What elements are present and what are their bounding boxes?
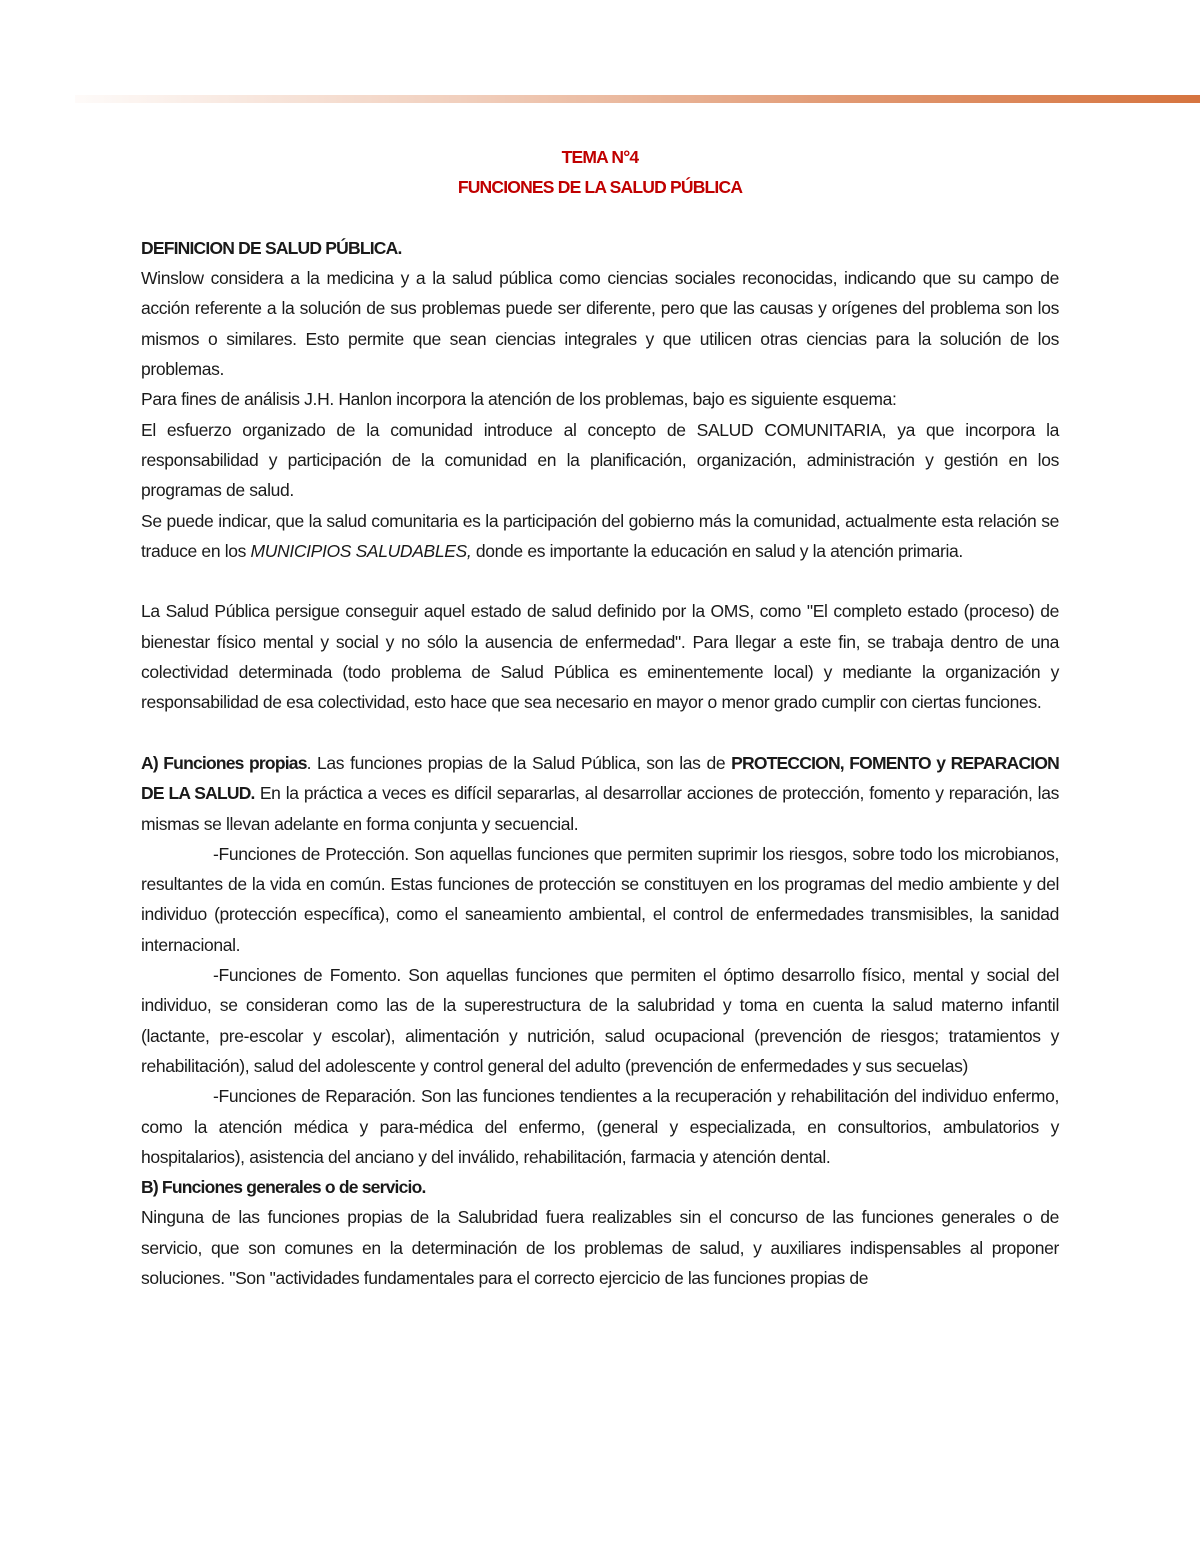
paragraph-funciones-proteccion: -Funciones de Protección. Son aquellas funciones que permiten suprimir los riesgos, sobre todo los microbianos, resultantes de la vida en común. Estas funciones de protección se constituyen en los programas del medio ambiente y del individuo (protección específica), como el saneamiento ambiental, el control de enfermedades transmisibles, la sanidad internacional. <box>141 843 1059 955</box>
funciones-propias-bold-terms: PROTECCION, FOMENTO y REPARACION DE LA SALUD. <box>141 752 1059 804</box>
page-title: FUNCIONES DE LA SALUD PÚBLICA <box>457 177 743 198</box>
title-line-1: TEMA N°4 <box>561 147 639 167</box>
paragraph-municipios <box>141 506 1059 567</box>
spacer <box>141 718 1059 748</box>
paragraph-oms: La Salud Pública persigue conseguir aquel estado de salud definido por la OMS, como "El completo estado (proceso) de bienestar físico mental y social y no sólo la ausencia de enfermedad". Para llegar a este fin, se trabaja dentro de una colectividad determinada (todo problema de Salud Pública es eminentemente local) y mediante la organización y responsabilidad de esa colectividad, esto hace que sea necesario en mayor o menor grado cumplir con ciertas funciones. <box>141 601 1059 713</box>
spacer <box>141 203 1059 233</box>
section-heading-definicion: DEFINICION DE SALUD PÚBLICA. <box>141 237 402 258</box>
document-body <box>141 142 1059 1293</box>
paragraph-hanlon: Para fines de análisis J.H. Hanlon incorpora la atención de los problemas, bajo es siguiente esquema: <box>141 389 897 410</box>
paragraph-funciones-generales: Ninguna de las funciones propias de la Salubridad fuera realizables sin el concurso de las funciones generales o de servicio, que son comunes en la determinación de los problemas de salud, y auxiliares indispensables al proponer soluciones. "Son "actividades fundamentales para el correcto ejercicio de las funciones propias de <box>141 1207 1059 1288</box>
municipios-saludables-italic: MUNICIPIOS SALUDABLES, <box>250 540 472 561</box>
spacer <box>141 566 1059 596</box>
paragraph-funciones-propias <box>141 748 1059 839</box>
funciones-propias-lead: A) Funciones propias <box>141 752 307 773</box>
paragraph-winslow: Winslow considera a la medicina y a la salud pública como ciencias sociales reconocidas, indicando que su campo de acción referente a la solución de sus problemas puede ser diferente, pero que las causas y orígenes del problema son los mismos o similares. Esto permite que sean ciencias integrales y que utilicen otras ciencias para la solución de los problemas. <box>141 268 1059 380</box>
header-decorative-rule <box>75 95 1200 103</box>
funciones-propias-text-b: En la práctica a veces es difícil separarlas, al desarrollar acciones de protección, fomento y reparación, las mismas se llevan adelante en forma conjunta y secuencial. <box>141 783 1059 834</box>
paragraph-funciones-fomento: -Funciones de Fomento. Son aquellas funciones que permiten el óptimo desarrollo físico, mental y social del individuo, se consideran como las de la superestructura de la salubridad y toma en cuenta la salud materno infantil (lactante, pre-escolar y escolar), alimentación y nutrición, salud ocupacional (prevención de riesgos; tratamientos y rehabilitación), salud del adolescente y control general del adulto (prevención de enfermedades y sus secuelas) <box>141 965 1059 1076</box>
funciones-propias-text-a: . Las funciones propias de la Salud Pública, son las de <box>306 752 732 773</box>
paragraph-salud-comunitaria: El esfuerzo organizado de la comunidad introduce al concepto de SALUD COMUNITARIA, ya que incorpora la responsabilidad y participación de la comunidad en la planificación, organización, administración y gestión en los programas de salud. <box>141 419 1059 501</box>
paragraph-funciones-reparacion: -Funciones de Reparación. Son las funciones tendientes a la recuperación y rehabilitación del individuo enfermo, como la atención médica y para-médica del enfermo, (general y especializada, en consultorios, ambulatorios y hospitalarios), asistencia del anciano y del inválido, rehabilitación, farmacia y atención dental. <box>141 1086 1059 1167</box>
municipios-text-after: donde es importante la educación en salud y la atención primaria. <box>471 540 963 561</box>
municipios-text-before: Se puede indicar, que la salud comunitaria es la participación del gobierno más la comunidad, actualmente esta relación se traduce en los <box>141 510 1059 561</box>
section-heading-funciones-generales: B) Funciones generales o de servicio. <box>141 1177 426 1198</box>
